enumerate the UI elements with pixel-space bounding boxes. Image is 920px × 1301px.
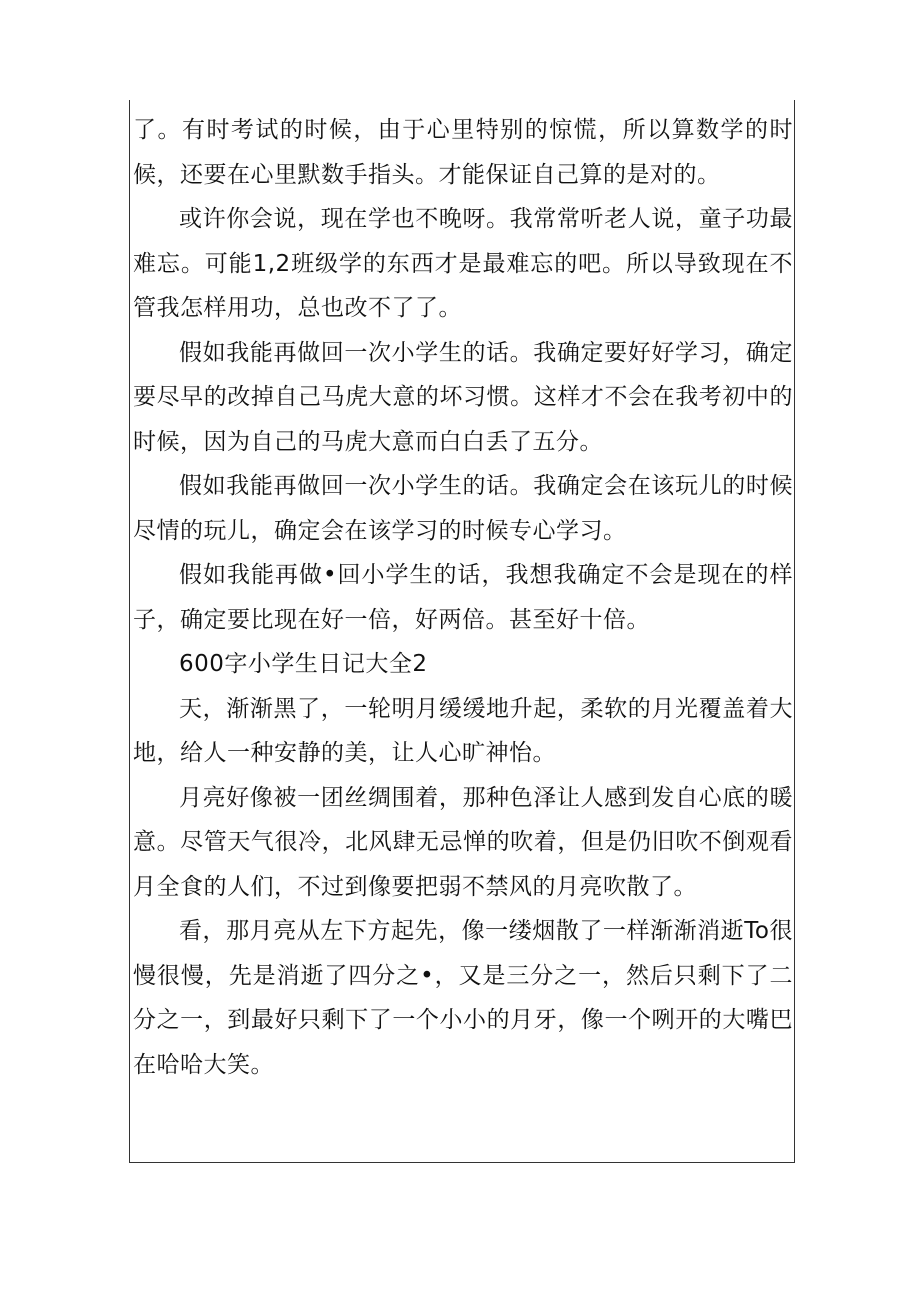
paragraph-8: 看，那月亮从左下方起先，像一缕烟散了一样渐渐消逝To很慢很慢，先是消逝了四分之•，又是三分之一，然后只剩下了二分之一，到最好只剩下了一个小小的月牙，像一个咧开的大嘴巴在哈哈大笑。 [133,918,793,1078]
paragraph-1: 了。有时考试的时候，由于心里特别的惊慌，所以算数学的时候，还要在心里默数手指头。才能保证自己算的是对的。 [133,117,793,188]
document-body [133,108,793,1087]
section-heading: 600字小学生日记大全2 [179,651,428,677]
paragraph-6: 天，渐渐黑了，一轮明月缓缓地升起，柔软的月光覆盖着大地，给人一种安静的美，让人心旷神怡。 [133,695,793,766]
paragraph-2: 或许你会说，现在学也不晚呀。我常常听老人说，童子功最难忘。可能1,2班级学的东西才是最难忘的吧。所以导致现在不管我怎样用功，总也改不了了。 [133,206,793,321]
paragraph-3: 假如我能再做回一次小学生的话。我确定要好好学习，确定要尽早的改掉自己马虎大意的坏习惯。这样才不会在我考初中的时候，因为自己的马虎大意而白白丢了五分。 [133,339,793,455]
paragraph-7: 月亮好像被一团丝绸围着，那种色泽让人感到发自心底的暖意。尽管天气很冷，北风肆无忌惮的吹着，但是仍旧吹不倒观看月全食的人们，不过到像要把弱不禁风的月亮吹散了。 [133,784,793,900]
paragraph-5: 假如我能再做•回小学生的话，我想我确定不会是现在的样子，确定要比现在好一倍，好两倍。甚至好十倍。 [133,562,793,633]
paragraph-4: 假如我能再做回一次小学生的话。我确定会在该玩儿的时候尽情的玩儿，确定会在该学习的时候专心学习。 [133,473,793,544]
